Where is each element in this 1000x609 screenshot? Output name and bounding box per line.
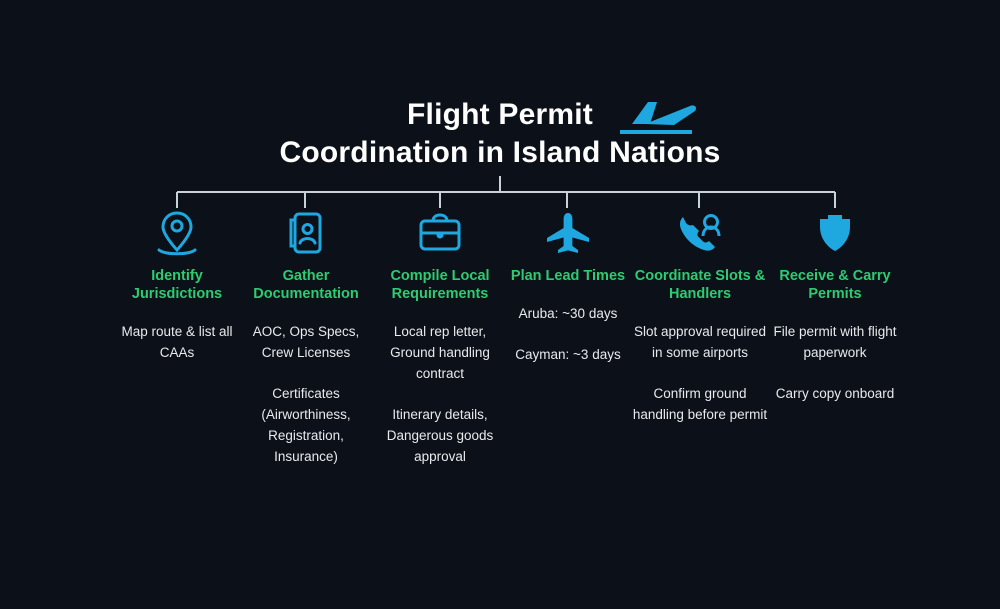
- title-line-1: Flight Permit: [407, 98, 593, 131]
- column-title: Identify Jurisdictions: [131, 268, 223, 302]
- briefcase-icon: [376, 205, 504, 261]
- column-plan-lead-times: [508, 205, 628, 365]
- column-bullets: [770, 321, 900, 404]
- column-title: Plan Lead Times: [510, 268, 626, 284]
- folder-document-icon: [770, 205, 900, 261]
- id-document-icon: [240, 205, 372, 261]
- column-bullets: [632, 321, 768, 425]
- column-compile-local-requirements: [376, 205, 504, 467]
- column-receive-carry-permits: [770, 205, 900, 404]
- bullet-text: File permit with flight paperwork: [773, 324, 897, 360]
- bullet-text: Certificates (Airworthiness, Registration, Insurance): [261, 386, 351, 464]
- location-pin-icon: [118, 205, 236, 261]
- column-bullets: [240, 321, 372, 467]
- title-line-2: Coordination in Island Nations: [279, 136, 721, 169]
- column-bullets: [376, 321, 504, 467]
- bullet-text: Confirm ground handling before permit: [632, 386, 768, 422]
- column-gather-documentation: [240, 205, 372, 467]
- phone-support-icon: [632, 205, 768, 261]
- column-bullets: [118, 321, 236, 363]
- column-title: Gather Documentation: [253, 268, 359, 302]
- bullet-text: Carry copy onboard: [775, 386, 895, 401]
- bullet-text: Local rep letter, Ground handling contract: [390, 324, 490, 381]
- bullet-text: AOC, Ops Specs, Crew Licenses: [252, 324, 360, 360]
- column-title: Receive & Carry Permits: [779, 268, 891, 302]
- airplane-icon: [612, 96, 700, 140]
- bullet-text: Itinerary details, Dangerous goods approval: [386, 407, 494, 464]
- column-identify-jurisdictions: [118, 205, 236, 363]
- columns-container: [0, 205, 1000, 585]
- column-title: Coordinate Slots & Handlers: [634, 268, 766, 302]
- bullet-text: Aruba: ~30 days: [518, 306, 618, 321]
- column-title: Compile Local Requirements: [390, 268, 490, 302]
- bullet-text: Cayman: ~3 days: [515, 347, 621, 362]
- column-coordinate-slots-handlers: [632, 205, 768, 425]
- airplane-icon: [508, 205, 628, 261]
- page-title: [0, 96, 1000, 172]
- column-bullets: [508, 303, 628, 365]
- bullet-text: Slot approval required in some airports: [633, 324, 767, 360]
- bullet-text: Map route & list all CAAs: [121, 324, 233, 360]
